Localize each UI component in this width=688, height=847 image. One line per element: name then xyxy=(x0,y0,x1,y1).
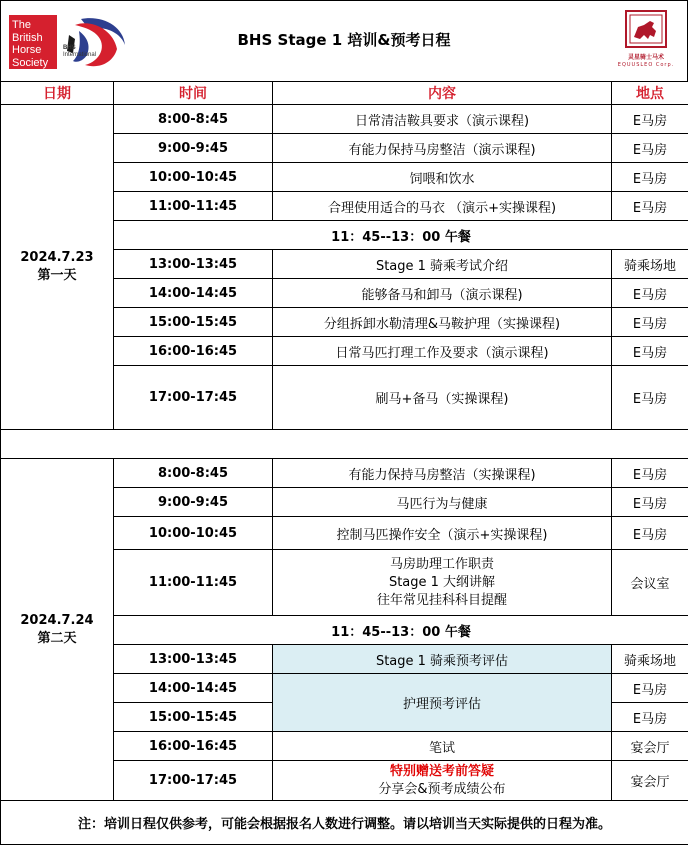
note-cell: 注：培训日程仅供参考，可能会根据报名人数进行调整。请以培训当天实际提供的日程为准。 xyxy=(1,801,688,845)
place-cell: E马房 xyxy=(612,674,688,703)
bhs-intl-line: BHS xyxy=(63,45,76,51)
time-cell: 15:00-15:45 xyxy=(114,308,273,337)
time-cell: 11:00-11:45 xyxy=(114,550,273,616)
lunch-cell: 11：45--13：00 午餐 xyxy=(114,616,688,645)
time-cell: 13:00-13:45 xyxy=(114,645,273,674)
time-cell: 14:00-14:45 xyxy=(114,279,273,308)
content-cell: 合理使用适合的马衣 （演示+实操课程) xyxy=(273,192,612,221)
content-cell: 护理预考评估 xyxy=(273,674,612,732)
time-cell: 11:00-11:45 xyxy=(114,192,273,221)
col-header-content: 内容 xyxy=(273,82,612,105)
time-cell: 16:00-16:45 xyxy=(114,337,273,366)
content-cell: Stage 1 骑乘预考评估 xyxy=(273,645,612,674)
place-cell: E马房 xyxy=(612,337,688,366)
content-cell: 有能力保持马房整洁（实操课程) xyxy=(273,459,612,488)
place-cell: E马房 xyxy=(612,703,688,732)
place-cell: E马房 xyxy=(612,163,688,192)
content-cell: 分组拆卸水勒清理&马鞍护理（实操课程) xyxy=(273,308,612,337)
highlight-text: 特别赠送考前答疑 xyxy=(389,763,494,779)
place-cell: E马房 xyxy=(612,366,688,430)
time-cell: 17:00-17:45 xyxy=(114,761,273,801)
day-label: 第一天 xyxy=(37,268,77,283)
time-cell: 9:00-9:45 xyxy=(114,488,273,517)
bhs-logo-line: British xyxy=(12,31,43,44)
col-header-date: 日期 xyxy=(1,82,114,105)
content-cell: 日常马匹打理工作及要求（演示课程) xyxy=(273,337,612,366)
date-value: 2024.7.23 xyxy=(20,250,94,265)
place-cell: E马房 xyxy=(612,308,688,337)
place-cell: 宴会厅 xyxy=(612,732,688,761)
time-cell: 8:00-8:45 xyxy=(114,459,273,488)
equestrian-logo xyxy=(615,9,677,71)
content-cell: 有能力保持马房整洁（演示课程) xyxy=(273,134,612,163)
content-line: 往年常见挂科科目提醒 xyxy=(376,592,507,608)
equestrian-logo-sub: EQUUSLEO Corp. xyxy=(617,62,675,68)
content-cell: 马匹行为与健康 xyxy=(273,488,612,517)
page-title: BHS Stage 1 培训&预考日程 xyxy=(237,31,451,49)
content-cell xyxy=(273,761,612,801)
time-cell: 8:00-8:45 xyxy=(114,105,273,134)
content-line: 马房助理工作职责 xyxy=(389,556,494,572)
table-row xyxy=(1,459,688,488)
content-line: Stage 1 大纲讲解 xyxy=(388,574,496,590)
content-line: 分享会&预考成绩公布 xyxy=(378,781,506,797)
content-cell: Stage 1 骑乘考试介绍 xyxy=(273,250,612,279)
content-cell xyxy=(273,550,612,616)
time-cell: 10:00-10:45 xyxy=(114,517,273,550)
bhs-logo-line: Horse xyxy=(12,44,42,56)
place-cell: E马房 xyxy=(612,134,688,163)
content-cell: 能够备马和卸马（演示课程) xyxy=(273,279,612,308)
bhs-logo-line: The xyxy=(12,19,31,31)
bhs-intl-line: International xyxy=(63,52,97,58)
content-cell: 饲喂和饮水 xyxy=(273,163,612,192)
time-cell: 9:00-9:45 xyxy=(114,134,273,163)
day-label: 第二天 xyxy=(37,630,77,646)
schedule-table xyxy=(0,81,688,845)
time-cell: 17:00-17:45 xyxy=(114,366,273,430)
time-cell: 10:00-10:45 xyxy=(114,163,273,192)
place-cell: E马房 xyxy=(612,459,688,488)
place-cell: E马房 xyxy=(612,517,688,550)
header xyxy=(0,0,688,81)
horse-emblem-icon xyxy=(624,9,668,49)
content-cell: 控制马匹操作安全（演示+实操课程) xyxy=(273,517,612,550)
place-cell: E马房 xyxy=(612,488,688,517)
separator-row xyxy=(1,430,688,459)
place-cell: E马房 xyxy=(612,279,688,308)
place-cell: 会议室 xyxy=(612,550,688,616)
table-row xyxy=(1,105,688,134)
equestrian-logo-text: 灵星骑士马术 xyxy=(627,54,664,61)
table-header-row xyxy=(1,82,688,105)
content-cell: 笔试 xyxy=(273,732,612,761)
lunch-cell: 11：45--13：00 午餐 xyxy=(114,221,688,250)
date-value: 2024.7.24 xyxy=(20,612,94,628)
place-cell: E马房 xyxy=(612,105,688,134)
place-cell: 宴会厅 xyxy=(612,761,688,801)
col-header-place: 地点 xyxy=(612,82,688,105)
note-row xyxy=(1,801,688,845)
col-header-time: 时间 xyxy=(114,82,273,105)
date-cell xyxy=(1,459,114,801)
content-cell: 刷马+备马（实操课程) xyxy=(273,366,612,430)
date-cell xyxy=(1,105,114,430)
time-cell: 15:00-15:45 xyxy=(114,703,273,732)
bhs-logo-line: Society xyxy=(12,56,49,69)
time-cell: 13:00-13:45 xyxy=(114,250,273,279)
separator-cell xyxy=(1,430,688,459)
time-cell: 14:00-14:45 xyxy=(114,674,273,703)
content-cell: 日常清洁鞍具要求（演示课程) xyxy=(273,105,612,134)
time-cell: 16:00-16:45 xyxy=(114,732,273,761)
place-cell: 骑乘场地 xyxy=(612,645,688,674)
place-cell: 骑乘场地 xyxy=(612,250,688,279)
place-cell: E马房 xyxy=(612,192,688,221)
